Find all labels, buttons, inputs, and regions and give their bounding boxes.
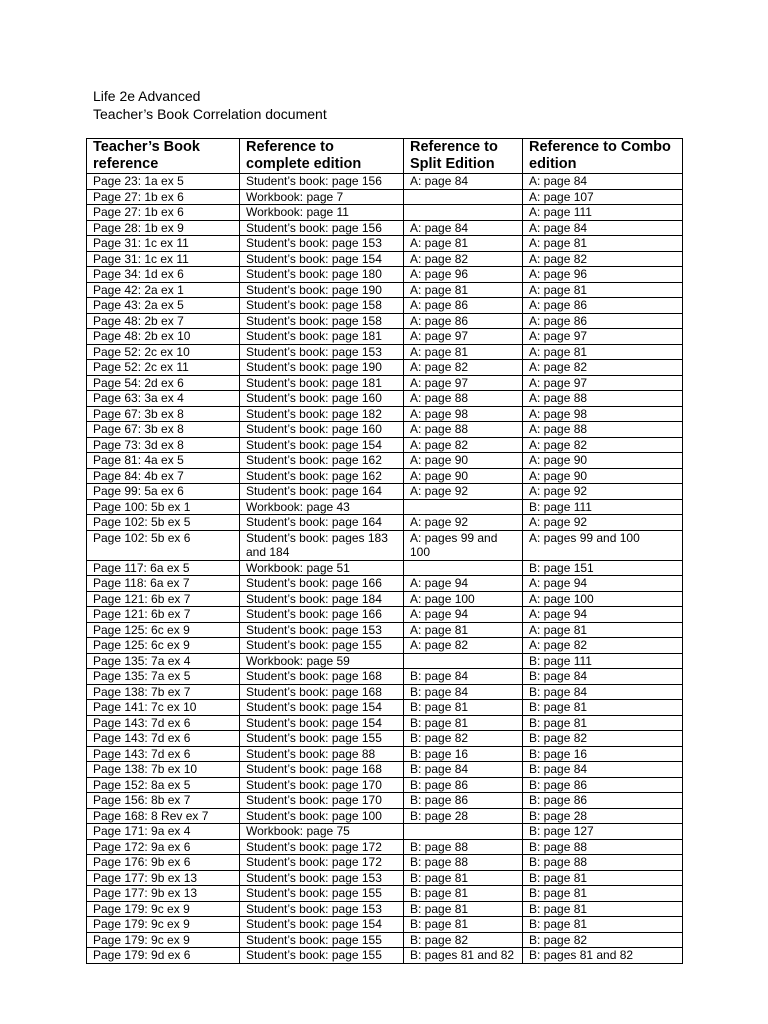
table-row xyxy=(87,777,683,793)
table-row xyxy=(87,839,683,855)
table-row xyxy=(87,746,683,762)
cell-split-edition-ref: B: page 88 xyxy=(404,855,523,871)
table-row xyxy=(87,189,683,205)
cell-complete-edition-ref: Student’s book: page 170 xyxy=(240,793,404,809)
cell-complete-edition-ref: Student’s book: page 153 xyxy=(240,870,404,886)
table-row xyxy=(87,917,683,933)
table-row xyxy=(87,205,683,221)
cell-complete-edition-ref: Student’s book: page 181 xyxy=(240,375,404,391)
table-row xyxy=(87,344,683,360)
cell-complete-edition-ref: Student’s book: page 172 xyxy=(240,855,404,871)
cell-split-edition-ref: A: page 97 xyxy=(404,375,523,391)
cell-combo-edition-ref: B: page 151 xyxy=(523,560,683,576)
cell-split-edition-ref: A: page 82 xyxy=(404,638,523,654)
cell-complete-edition-ref: Workbook: page 43 xyxy=(240,499,404,515)
table-row xyxy=(87,313,683,329)
table-row xyxy=(87,715,683,731)
cell-split-edition-ref: A: page 97 xyxy=(404,329,523,345)
cell-combo-edition-ref: A: page 92 xyxy=(523,515,683,531)
cell-combo-edition-ref: B: page 88 xyxy=(523,839,683,855)
cell-split-edition-ref: A: page 94 xyxy=(404,576,523,592)
table-row xyxy=(87,530,683,560)
cell-combo-edition-ref: B: page 16 xyxy=(523,746,683,762)
cell-combo-edition-ref: A: page 107 xyxy=(523,189,683,205)
cell-complete-edition-ref: Student’s book: page 154 xyxy=(240,251,404,267)
cell-complete-edition-ref: Student’s book: page 153 xyxy=(240,344,404,360)
table-row xyxy=(87,622,683,638)
table-row xyxy=(87,298,683,314)
cell-split-edition-ref: B: page 81 xyxy=(404,917,523,933)
cell-complete-edition-ref: Workbook: page 59 xyxy=(240,653,404,669)
table-row xyxy=(87,576,683,592)
cell-combo-edition-ref: B: page 86 xyxy=(523,777,683,793)
table-row xyxy=(87,406,683,422)
cell-split-edition-ref: B: page 28 xyxy=(404,808,523,824)
cell-combo-edition-ref: A: page 82 xyxy=(523,360,683,376)
table-row xyxy=(87,375,683,391)
cell-teachers-book-ref: Page 179: 9d ex 6 xyxy=(87,948,240,964)
cell-complete-edition-ref: Student’s book: page 180 xyxy=(240,267,404,283)
cell-complete-edition-ref: Student’s book: page 156 xyxy=(240,174,404,190)
cell-split-edition-ref: A: page 90 xyxy=(404,468,523,484)
cell-complete-edition-ref: Student’s book: page 181 xyxy=(240,329,404,345)
cell-combo-edition-ref: A: page 82 xyxy=(523,437,683,453)
cell-complete-edition-ref: Student’s book: page 168 xyxy=(240,669,404,685)
cell-teachers-book-ref: Page 125: 6c ex 9 xyxy=(87,638,240,654)
cell-complete-edition-ref: Student’s book: page 166 xyxy=(240,607,404,623)
cell-teachers-book-ref: Page 100: 5b ex 1 xyxy=(87,499,240,515)
cell-combo-edition-ref: A: page 81 xyxy=(523,236,683,252)
cell-teachers-book-ref: Page 34: 1d ex 6 xyxy=(87,267,240,283)
cell-complete-edition-ref: Student’s book: page 100 xyxy=(240,808,404,824)
cell-teachers-book-ref: Page 176: 9b ex 6 xyxy=(87,855,240,871)
cell-complete-edition-ref: Student’s book: page 158 xyxy=(240,298,404,314)
cell-complete-edition-ref: Student’s book: page 155 xyxy=(240,948,404,964)
cell-split-edition-ref: B: page 16 xyxy=(404,746,523,762)
table-row xyxy=(87,437,683,453)
table-row xyxy=(87,808,683,824)
cell-combo-edition-ref: A: page 96 xyxy=(523,267,683,283)
cell-split-edition-ref: B: page 84 xyxy=(404,762,523,778)
table-row xyxy=(87,236,683,252)
cell-split-edition-ref xyxy=(404,205,523,221)
cell-combo-edition-ref: B: page 81 xyxy=(523,700,683,716)
cell-complete-edition-ref: Student’s book: page 154 xyxy=(240,437,404,453)
table-row xyxy=(87,669,683,685)
cell-teachers-book-ref: Page 179: 9c ex 9 xyxy=(87,932,240,948)
cell-complete-edition-ref: Student’s book: page 154 xyxy=(240,917,404,933)
cell-complete-edition-ref: Student’s book: page 155 xyxy=(240,638,404,654)
cell-combo-edition-ref: B: page 127 xyxy=(523,824,683,840)
cell-complete-edition-ref: Student’s book: page 88 xyxy=(240,746,404,762)
cell-teachers-book-ref: Page 143: 7d ex 6 xyxy=(87,731,240,747)
cell-teachers-book-ref: Page 31: 1c ex 11 xyxy=(87,236,240,252)
cell-split-edition-ref: B: pages 81 and 82 xyxy=(404,948,523,964)
cell-combo-edition-ref: A: page 88 xyxy=(523,422,683,438)
cell-teachers-book-ref: Page 171: 9a ex 4 xyxy=(87,824,240,840)
cell-teachers-book-ref: Page 179: 9c ex 9 xyxy=(87,901,240,917)
cell-split-edition-ref: B: page 88 xyxy=(404,839,523,855)
cell-complete-edition-ref: Student’s book: page 182 xyxy=(240,406,404,422)
cell-teachers-book-ref: Page 121: 6b ex 7 xyxy=(87,591,240,607)
cell-teachers-book-ref: Page 177: 9b ex 13 xyxy=(87,870,240,886)
table-row xyxy=(87,793,683,809)
cell-teachers-book-ref: Page 67: 3b ex 8 xyxy=(87,422,240,438)
cell-combo-edition-ref: A: page 84 xyxy=(523,174,683,190)
cell-teachers-book-ref: Page 84: 4b ex 7 xyxy=(87,468,240,484)
table-row xyxy=(87,700,683,716)
cell-teachers-book-ref: Page 102: 5b ex 5 xyxy=(87,515,240,531)
cell-combo-edition-ref: B: page 82 xyxy=(523,932,683,948)
cell-complete-edition-ref: Student’s book: page 170 xyxy=(240,777,404,793)
cell-combo-edition-ref: A: page 81 xyxy=(523,344,683,360)
cell-combo-edition-ref: A: page 81 xyxy=(523,622,683,638)
cell-combo-edition-ref: A: page 97 xyxy=(523,329,683,345)
cell-split-edition-ref: B: page 81 xyxy=(404,901,523,917)
cell-split-edition-ref: A: page 82 xyxy=(404,437,523,453)
cell-split-edition-ref: A: page 81 xyxy=(404,344,523,360)
document-title: Life 2e Advanced xyxy=(93,88,201,104)
cell-teachers-book-ref: Page 54: 2d ex 6 xyxy=(87,375,240,391)
table-row xyxy=(87,870,683,886)
cell-split-edition-ref: A: page 96 xyxy=(404,267,523,283)
cell-complete-edition-ref: Workbook: page 75 xyxy=(240,824,404,840)
cell-split-edition-ref xyxy=(404,499,523,515)
table-row xyxy=(87,468,683,484)
cell-teachers-book-ref: Page 27: 1b ex 6 xyxy=(87,205,240,221)
cell-split-edition-ref: A: page 82 xyxy=(404,360,523,376)
cell-split-edition-ref xyxy=(404,653,523,669)
cell-complete-edition-ref: Student’s book: page 155 xyxy=(240,886,404,902)
cell-teachers-book-ref: Page 43: 2a ex 5 xyxy=(87,298,240,314)
cell-combo-edition-ref: B: page 82 xyxy=(523,731,683,747)
cell-teachers-book-ref: Page 99: 5a ex 6 xyxy=(87,484,240,500)
cell-combo-edition-ref: B: page 84 xyxy=(523,684,683,700)
cell-split-edition-ref: B: page 81 xyxy=(404,715,523,731)
cell-teachers-book-ref: Page 138: 7b ex 10 xyxy=(87,762,240,778)
cell-combo-edition-ref: A: page 97 xyxy=(523,375,683,391)
table-row xyxy=(87,855,683,871)
cell-split-edition-ref: B: page 82 xyxy=(404,731,523,747)
cell-split-edition-ref: A: page 88 xyxy=(404,422,523,438)
table-row xyxy=(87,591,683,607)
table-row xyxy=(87,422,683,438)
cell-teachers-book-ref: Page 118: 6a ex 7 xyxy=(87,576,240,592)
cell-split-edition-ref: A: page 94 xyxy=(404,607,523,623)
cell-teachers-book-ref: Page 23: 1a ex 5 xyxy=(87,174,240,190)
header-combo-edition: Reference to Combo edition xyxy=(523,139,683,174)
table-row xyxy=(87,901,683,917)
table-row xyxy=(87,731,683,747)
table-row xyxy=(87,329,683,345)
cell-complete-edition-ref: Student’s book: page 155 xyxy=(240,932,404,948)
table-header-row xyxy=(87,139,683,174)
cell-complete-edition-ref: Student’s book: page 184 xyxy=(240,591,404,607)
cell-teachers-book-ref: Page 102: 5b ex 6 xyxy=(87,530,240,560)
cell-teachers-book-ref: Page 42: 2a ex 1 xyxy=(87,282,240,298)
cell-combo-edition-ref: A: page 100 xyxy=(523,591,683,607)
cell-combo-edition-ref: A: page 90 xyxy=(523,453,683,469)
cell-complete-edition-ref: Student’s book: page 168 xyxy=(240,762,404,778)
header-split-edition: Reference to Split Edition xyxy=(404,139,523,174)
table-row xyxy=(87,762,683,778)
cell-split-edition-ref: A: page 82 xyxy=(404,251,523,267)
cell-teachers-book-ref: Page 135: 7a ex 4 xyxy=(87,653,240,669)
cell-combo-edition-ref: B: page 84 xyxy=(523,669,683,685)
cell-teachers-book-ref: Page 179: 9c ex 9 xyxy=(87,917,240,933)
cell-split-edition-ref: B: page 86 xyxy=(404,777,523,793)
cell-split-edition-ref: A: page 92 xyxy=(404,484,523,500)
table-row xyxy=(87,824,683,840)
cell-teachers-book-ref: Page 143: 7d ex 6 xyxy=(87,746,240,762)
cell-split-edition-ref: A: pages 99 and 100 xyxy=(404,530,523,560)
cell-teachers-book-ref: Page 31: 1c ex 11 xyxy=(87,251,240,267)
table-row xyxy=(87,267,683,283)
cell-teachers-book-ref: Page 141: 7c ex 10 xyxy=(87,700,240,716)
cell-combo-edition-ref: B: page 84 xyxy=(523,762,683,778)
cell-split-edition-ref: B: page 81 xyxy=(404,870,523,886)
cell-combo-edition-ref: B: page 81 xyxy=(523,715,683,731)
table-row xyxy=(87,684,683,700)
cell-split-edition-ref xyxy=(404,560,523,576)
cell-split-edition-ref: B: page 81 xyxy=(404,886,523,902)
cell-complete-edition-ref: Student’s book: page 154 xyxy=(240,715,404,731)
cell-combo-edition-ref: A: page 111 xyxy=(523,205,683,221)
cell-teachers-book-ref: Page 152: 8a ex 5 xyxy=(87,777,240,793)
cell-complete-edition-ref: Student’s book: page 155 xyxy=(240,731,404,747)
cell-teachers-book-ref: Page 172: 9a ex 6 xyxy=(87,839,240,855)
table-row xyxy=(87,484,683,500)
cell-split-edition-ref: A: page 88 xyxy=(404,391,523,407)
cell-complete-edition-ref: Student’s book: page 154 xyxy=(240,700,404,716)
cell-split-edition-ref: A: page 100 xyxy=(404,591,523,607)
cell-combo-edition-ref: B: page 28 xyxy=(523,808,683,824)
table-row xyxy=(87,499,683,515)
table-row xyxy=(87,251,683,267)
cell-combo-edition-ref: B: page 81 xyxy=(523,886,683,902)
cell-split-edition-ref: A: page 92 xyxy=(404,515,523,531)
cell-complete-edition-ref: Student’s book: page 172 xyxy=(240,839,404,855)
cell-teachers-book-ref: Page 28: 1b ex 9 xyxy=(87,220,240,236)
cell-teachers-book-ref: Page 81: 4a ex 5 xyxy=(87,453,240,469)
table-row xyxy=(87,932,683,948)
cell-combo-edition-ref: B: page 88 xyxy=(523,855,683,871)
cell-complete-edition-ref: Student’s book: page 162 xyxy=(240,453,404,469)
cell-teachers-book-ref: Page 27: 1b ex 6 xyxy=(87,189,240,205)
table-row xyxy=(87,607,683,623)
cell-complete-edition-ref: Student’s book: page 190 xyxy=(240,282,404,298)
cell-split-edition-ref: A: page 86 xyxy=(404,298,523,314)
cell-split-edition-ref: A: page 81 xyxy=(404,622,523,638)
table-row xyxy=(87,886,683,902)
table-row xyxy=(87,391,683,407)
cell-teachers-book-ref: Page 73: 3d ex 8 xyxy=(87,437,240,453)
cell-teachers-book-ref: Page 117: 6a ex 5 xyxy=(87,560,240,576)
cell-complete-edition-ref: Student’s book: page 164 xyxy=(240,484,404,500)
cell-complete-edition-ref: Student’s book: page 160 xyxy=(240,391,404,407)
cell-teachers-book-ref: Page 125: 6c ex 9 xyxy=(87,622,240,638)
cell-split-edition-ref: A: page 84 xyxy=(404,174,523,190)
cell-complete-edition-ref: Student’s book: page 153 xyxy=(240,236,404,252)
cell-teachers-book-ref: Page 48: 2b ex 7 xyxy=(87,313,240,329)
table-body xyxy=(87,174,683,964)
cell-teachers-book-ref: Page 143: 7d ex 6 xyxy=(87,715,240,731)
cell-complete-edition-ref: Student’s book: page 153 xyxy=(240,901,404,917)
cell-split-edition-ref: B: page 81 xyxy=(404,700,523,716)
table-row xyxy=(87,515,683,531)
cell-complete-edition-ref: Workbook: page 11 xyxy=(240,205,404,221)
cell-split-edition-ref: A: page 81 xyxy=(404,282,523,298)
cell-split-edition-ref: B: page 82 xyxy=(404,932,523,948)
cell-teachers-book-ref: Page 63: 3a ex 4 xyxy=(87,391,240,407)
header-complete-edition: Reference to complete edition xyxy=(240,139,404,174)
cell-combo-edition-ref: B: page 86 xyxy=(523,793,683,809)
cell-combo-edition-ref: B: pages 81 and 82 xyxy=(523,948,683,964)
cell-teachers-book-ref: Page 138: 7b ex 7 xyxy=(87,684,240,700)
cell-split-edition-ref: B: page 86 xyxy=(404,793,523,809)
cell-complete-edition-ref: Student’s book: page 162 xyxy=(240,468,404,484)
cell-combo-edition-ref: A: page 94 xyxy=(523,576,683,592)
table-row xyxy=(87,360,683,376)
cell-combo-edition-ref: B: page 111 xyxy=(523,499,683,515)
cell-combo-edition-ref: A: pages 99 and 100 xyxy=(523,530,683,560)
cell-teachers-book-ref: Page 121: 6b ex 7 xyxy=(87,607,240,623)
table-row xyxy=(87,653,683,669)
table-row xyxy=(87,220,683,236)
document-subtitle: Teacher’s Book Correlation document xyxy=(93,106,327,122)
table-row xyxy=(87,638,683,654)
cell-combo-edition-ref: B: page 81 xyxy=(523,917,683,933)
cell-complete-edition-ref: Workbook: page 7 xyxy=(240,189,404,205)
cell-split-edition-ref: A: page 86 xyxy=(404,313,523,329)
cell-complete-edition-ref: Student’s book: page 168 xyxy=(240,684,404,700)
cell-combo-edition-ref: A: page 92 xyxy=(523,484,683,500)
cell-teachers-book-ref: Page 135: 7a ex 5 xyxy=(87,669,240,685)
cell-complete-edition-ref: Student’s book: page 156 xyxy=(240,220,404,236)
table-row xyxy=(87,282,683,298)
cell-combo-edition-ref: A: page 82 xyxy=(523,638,683,654)
cell-complete-edition-ref: Student’s book: page 158 xyxy=(240,313,404,329)
cell-teachers-book-ref: Page 168: 8 Rev ex 7 xyxy=(87,808,240,824)
cell-complete-edition-ref: Student’s book: page 166 xyxy=(240,576,404,592)
cell-combo-edition-ref: B: page 81 xyxy=(523,870,683,886)
cell-combo-edition-ref: A: page 84 xyxy=(523,220,683,236)
cell-complete-edition-ref: Student’s book: page 190 xyxy=(240,360,404,376)
cell-teachers-book-ref: Page 52: 2c ex 11 xyxy=(87,360,240,376)
cell-split-edition-ref xyxy=(404,189,523,205)
table-row xyxy=(87,560,683,576)
cell-teachers-book-ref: Page 177: 9b ex 13 xyxy=(87,886,240,902)
cell-teachers-book-ref: Page 52: 2c ex 10 xyxy=(87,344,240,360)
cell-combo-edition-ref: A: page 82 xyxy=(523,251,683,267)
cell-combo-edition-ref: A: page 90 xyxy=(523,468,683,484)
cell-combo-edition-ref: B: page 81 xyxy=(523,901,683,917)
cell-split-edition-ref: B: page 84 xyxy=(404,669,523,685)
cell-combo-edition-ref: A: page 88 xyxy=(523,391,683,407)
cell-combo-edition-ref: A: page 98 xyxy=(523,406,683,422)
cell-split-edition-ref: B: page 84 xyxy=(404,684,523,700)
cell-combo-edition-ref: A: page 86 xyxy=(523,298,683,314)
correlation-table xyxy=(86,138,683,964)
cell-complete-edition-ref: Workbook: page 51 xyxy=(240,560,404,576)
cell-combo-edition-ref: A: page 81 xyxy=(523,282,683,298)
cell-combo-edition-ref: B: page 111 xyxy=(523,653,683,669)
cell-teachers-book-ref: Page 156: 8b ex 7 xyxy=(87,793,240,809)
cell-complete-edition-ref: Student’s book: page 153 xyxy=(240,622,404,638)
cell-split-edition-ref: A: page 90 xyxy=(404,453,523,469)
table-row xyxy=(87,174,683,190)
table-row xyxy=(87,948,683,964)
cell-complete-edition-ref: Student’s book: pages 183 and 184 xyxy=(240,530,404,560)
cell-split-edition-ref: A: page 81 xyxy=(404,236,523,252)
cell-complete-edition-ref: Student’s book: page 164 xyxy=(240,515,404,531)
cell-teachers-book-ref: Page 67: 3b ex 8 xyxy=(87,406,240,422)
cell-split-edition-ref: A: page 98 xyxy=(404,406,523,422)
cell-combo-edition-ref: A: page 86 xyxy=(523,313,683,329)
cell-complete-edition-ref: Student’s book: page 160 xyxy=(240,422,404,438)
header-teachers-book: Teacher’s Book reference xyxy=(87,139,240,174)
cell-combo-edition-ref: A: page 94 xyxy=(523,607,683,623)
table-row xyxy=(87,453,683,469)
cell-split-edition-ref xyxy=(404,824,523,840)
cell-split-edition-ref: A: page 84 xyxy=(404,220,523,236)
cell-teachers-book-ref: Page 48: 2b ex 10 xyxy=(87,329,240,345)
